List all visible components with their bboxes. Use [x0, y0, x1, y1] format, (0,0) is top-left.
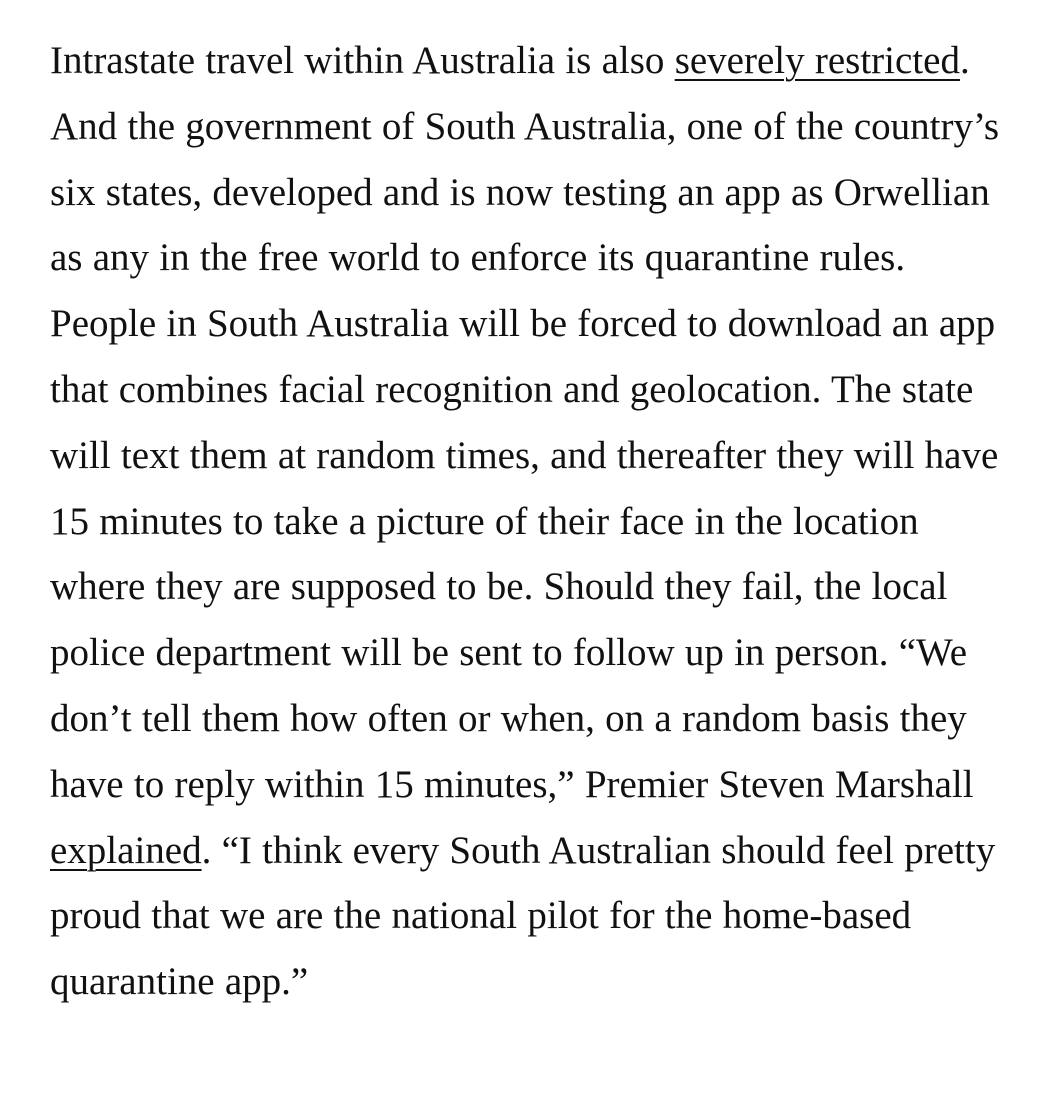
paragraph-text-1: Intrastate travel within Australia is also — [50, 39, 675, 82]
explained-link[interactable]: explained — [50, 828, 202, 872]
paragraph-text-2: . And the government of South Australia, one of the country’s six states, developed and is now testing an app as Orwellian as any in the free world to enforce its quarantine rules. People in South Australia will be forced to download an app that combines facial recognition and geolocation. The state will text them at random times, and thereafter they will have 15 minutes to take a picture of their face in the location where they are supposed to be. Should they fail, the local police department will be sent to follow up in person. “We don’t tell them how often or when, on a random basis they have to reply within 15 minutes,” Premier Steven Marshall — [50, 39, 999, 806]
paragraph-text-3: . “I think every South Australian should feel pretty proud that we are the national pilot for the home-based quarantine app.” — [50, 828, 996, 1004]
article-paragraph — [50, 28, 1000, 1015]
severely-restricted-link[interactable]: severely restricted — [674, 39, 960, 82]
